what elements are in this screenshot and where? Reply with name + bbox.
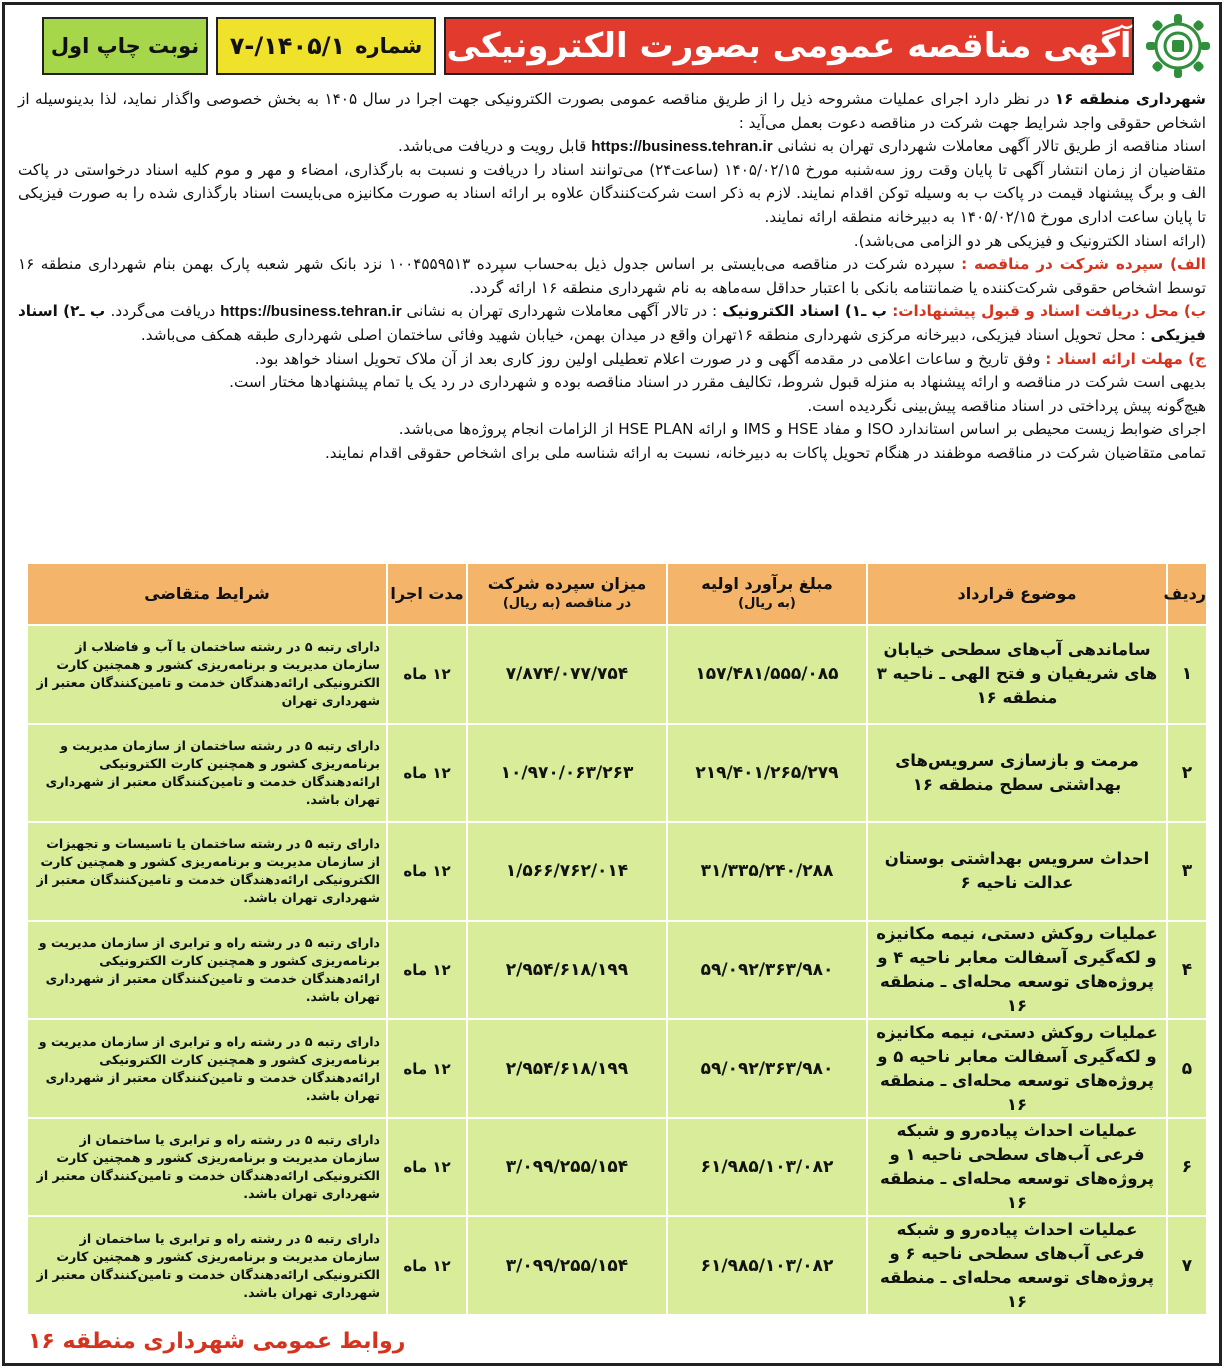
row-duration: ۱۲ ماه <box>387 1216 467 1315</box>
section-b1-label: ب ـ۱) اسناد الکترونیک <box>722 302 893 321</box>
section-b-title: ب) محل دریافت اسناد و قبول پیشنهادات: <box>892 302 1207 321</box>
national-id-paragraph: تمامی متقاضیان شرکت در مناقصه موظفند در هنگام تحویل پاکات به دبیرخانه، نسبت به ارائه شناسه ملی برای اشخاص حقوقی اقدام نمایند. <box>324 443 1206 462</box>
notice-body <box>18 88 1206 466</box>
row-conditions: دارای رتبه ۵ در رشته ساختمان یا آب و فاضلاب از سازمان مدیریت و برنامه‌ریزی کشور و همچنین کارت الکترونیکی ارائه‌دهندگان خدمت و تامین‌کنندگان معتبر از شهرداری تهران <box>27 625 387 724</box>
prepayment-paragraph: هیچ‌گونه پیش پرداختی در اسناد مناقصه پیش‌بینی نگردیده است. <box>807 396 1206 415</box>
row-estimate: ۶۱/۹۸۵/۱۰۳/۰۸۲ <box>667 1118 867 1217</box>
row-duration: ۱۲ ماه <box>387 724 467 823</box>
row-estimate: ۱۵۷/۴۸۱/۵۵۵/۰۸۵ <box>667 625 867 724</box>
row-estimate: ۵۹/۰۹۲/۳۶۳/۹۸۰ <box>667 921 867 1020</box>
tender-table-wrapper <box>28 562 1208 1316</box>
acceptance-paragraph: بدیهی است شرکت در مناقصه و ارائه پیشنهاد به منزله قبول شروط، تکالیف مقرر در اسناد مناقصه بوده و شهرداری در رد یک یا تمام پیشنهادها مختار است. <box>229 373 1206 392</box>
row-estimate: ۳۱/۳۳۵/۲۴۰/۲۸۸ <box>667 822 867 921</box>
header-duration: مدت اجرا <box>387 563 467 625</box>
section-c-title: ج) مهلت ارائه اسناد : <box>1045 349 1206 368</box>
row-estimate: ۶۱/۹۸۵/۱۰۳/۰۸۲ <box>667 1216 867 1315</box>
section-b1-tail: دریافت می‌گردد. <box>110 302 221 321</box>
section-b2-label: ب ـ۲) اسناد فیزیکی <box>18 302 1206 344</box>
row-subject: احداث سرویس بهداشتی بوستان عدالت ناحیه ۶ <box>867 822 1167 921</box>
row-conditions: دارای رتبه ۵ در رشته ساختمان یا تاسیسات و تجهیزات از سازمان مدیریت و برنامه‌ریزی کشور و همچنین کارت الکترونیکی ارائه‌دهندگان خدمت و تامین‌کنندگان معتبر از شهرداری تهران باشد. <box>27 822 387 921</box>
notice-number-value: ۱۴۰۵/۱/-۷ <box>229 32 346 60</box>
row-duration: ۱۲ ماه <box>387 1019 467 1118</box>
note-paragraph: (ارائه اسناد الکترونیک و فیزیکی هر دو الزامی می‌باشد). <box>853 231 1206 250</box>
section-c-text: وفق تاریخ و ساعات اعلامی در مقدمه آگهی و در صورت اعلام تعطیلی اولین روز کاری بعد از آن ملاک تحویل اسناد خواهد بود. <box>254 349 1046 368</box>
section-a-text: سپرده شرکت در مناقصه می‌بایستی بر اساس جدول ذیل به‌حساب سپرده ۱۰۰۴۵۵۹۵۱۳ نزد بانک شهر شعبه پارک بهمن بنام شهرداری منطقه ۱۶ توسط اشخاص حقوقی شرکت‌کننده یا ضمانتنامه بانکی با اعتبار حداقل سه‌ماهه به نام شهرداری منطقه ۱۶ ارائه گردد. <box>18 255 1206 297</box>
tender-table <box>26 562 1208 1316</box>
row-conditions: دارای رتبه ۵ در رشته راه و ترابری یا ساختمان از سازمان مدیریت و برنامه‌ریزی کشور و همچنین کارت الکترونیکی ارائه‌دهندگان خدمت و تامین‌کنندگان معتبر از شهرداری تهران باشد. <box>27 1216 387 1315</box>
header-estimate-label: مبلغ برآورد اولیه <box>701 574 833 593</box>
row-subject: مرمت و بازسازی سرویس‌های بهداشتی سطح منطقه ۱۶ <box>867 724 1167 823</box>
header-estimate <box>667 563 867 625</box>
intro-text: در نظر دارد اجرای عملیات مشروحه ذیل را از طریق مناقصه عمومی بصورت الکترونیکی جهت اجرا در سال ۱۴۰۵ به بخش خصوصی واگذار نماید، لذا بدینوسیله از اشخاص حقوقی واجد شرایط جهت شرکت در مناقصه دعوت بعمل می‌آید : <box>18 90 1206 132</box>
row-conditions: دارای رتبه ۵ در رشته راه و ترابری از سازمان مدیریت و برنامه‌ریزی کشور و همچنین کارت الکترونیکی ارائه‌دهندگان خدمت و تامین‌کنندگان معتبر از شهرداری تهران باشد. <box>27 1019 387 1118</box>
row-index: ۴ <box>1167 921 1207 1020</box>
row-deposit: ۷/۸۷۴/۰۷۷/۷۵۴ <box>467 625 667 724</box>
header-deposit-label: میزان سپرده شرکت <box>487 574 647 593</box>
row-conditions: دارای رتبه ۵ در رشته راه و ترابری یا ساختمان از سازمان مدیریت و برنامه‌ریزی کشور و همچنین کارت الکترونیکی ارائه‌دهندگان خدمت و تامین‌کنندگان معتبر از شهرداری تهران باشد. <box>27 1118 387 1217</box>
footer-credit: روابط عمومی شهرداری منطقه ۱۶ <box>28 1329 406 1354</box>
row-conditions: دارای رتبه ۵ در رشته ساختمان از سازمان مدیریت و برنامه‌ریزی کشور و همچنین کارت الکترونیکی ارائه‌دهندگان خدمت و تامین‌کنندگان معتبر از شهرداری تهران باشد. <box>27 724 387 823</box>
intro-paragraph <box>18 88 1206 135</box>
table-row <box>27 921 1207 1020</box>
row-deposit: ۳/۰۹۹/۲۵۵/۱۵۴ <box>467 1118 667 1217</box>
row-deposit: ۱۰/۹۷۰/۰۶۳/۲۶۳ <box>467 724 667 823</box>
table-row <box>27 822 1207 921</box>
header-estimate-unit: (به ریال) <box>738 596 796 611</box>
section-a <box>18 253 1206 300</box>
row-deposit: ۲/۹۵۴/۶۱۸/۱۹۹ <box>467 1019 667 1118</box>
documents-tail: قابل رویت و دریافت می‌باشد. <box>398 137 592 156</box>
header-conditions: شرایط متقاضی <box>27 563 387 625</box>
row-subject: ساماندهی آب‌های سطحی خیابان های شریفیان و فتح الهی ـ ناحیه ۳ منطقه ۱۶ <box>867 625 1167 724</box>
row-duration: ۱۲ ماه <box>387 921 467 1020</box>
row-deposit: ۱/۵۶۶/۷۶۲/۰۱۴ <box>467 822 667 921</box>
row-subject: عملیات روکش دستی، نیمه مکانیزه و لکه‌گیری آسفالت معابر ناحیه ۵ و پروژه‌های توسعه محله‌ای ـ منطقه ۱۶ <box>867 1019 1167 1118</box>
notice-number-label: شماره <box>355 34 423 58</box>
row-index: ۳ <box>1167 822 1207 921</box>
row-index: ۷ <box>1167 1216 1207 1315</box>
header-subject: موضوع قرارداد <box>867 563 1167 625</box>
row-duration: ۱۲ ماه <box>387 625 467 724</box>
row-duration: ۱۲ ماه <box>387 1118 467 1217</box>
row-deposit: ۲/۹۵۴/۶۱۸/۱۹۹ <box>467 921 667 1020</box>
header-deposit <box>467 563 667 625</box>
row-estimate: ۲۱۹/۴۰۱/۲۶۵/۲۷۹ <box>667 724 867 823</box>
section-b2-text: : محل تحویل اسناد فیزیکی، دبیرخانه مرکزی شهرداری منطقه ۱۶تهران واقع در میدان بهمن، خیابان شهید وفائی ساختمان اصلی شهرداری طبقه همکف می‌باشد. <box>140 325 1151 344</box>
table-row <box>27 1019 1207 1118</box>
business-url-link-2[interactable]: https://business.tehran.ir <box>220 303 402 321</box>
intro-lead: شهرداری منطقه ۱۶ <box>1054 90 1206 108</box>
header-deposit-unit: در مناقصه (به ریال) <box>502 596 632 611</box>
table-row <box>27 1216 1207 1315</box>
row-index: ۲ <box>1167 724 1207 823</box>
table-row <box>27 625 1207 724</box>
row-estimate: ۵۹/۰۹۲/۳۶۳/۹۸۰ <box>667 1019 867 1118</box>
tehran-municipality-logo-icon <box>1142 10 1214 82</box>
deadline-paragraph: متقاضیان از زمان انتشار آگهی تا پایان وقت روز سه‌شنبه مورخ ۱۴۰۵/۰۲/۱۵ (ساعت۲۴) می‌توانند اسناد را دریافت و نسبت به بارگذاری، امضاء و مهر و موم کلیه اسناد درخواستی در پاکت الف و برگ پیشنهاد قیمت در پاکت ب به وسیله توکن اقدام نمایند. لازم به ذکر است شرکت‌کنندگان علاوه بر ارائه اسناد به صورت مکانیزه می‌بایست اسناد بارگذاری شده را به صورت فیزیکی تا پایان ساعت اداری مورخ ۱۴۰۵/۰۲/۱۵ به دبیرخانه منطقه ارائه نمایند. <box>18 160 1206 226</box>
documents-text: اسناد مناقصه از طریق تالار آگهی معاملات شهرداری تهران به نشانی <box>772 137 1206 156</box>
table-header-row <box>27 563 1207 625</box>
notice-title: آگهی مناقصه عمومی بصورت الکترونیکی <box>444 17 1134 75</box>
row-subject: عملیات احداث پیاده‌رو و شبکه فرعی آب‌های سطحی ناحیه ۶ و پروژه‌های توسعه محله‌ای ـ منطقه ۱۶ <box>867 1216 1167 1315</box>
row-index: ۱ <box>1167 625 1207 724</box>
notice-number <box>216 17 436 75</box>
section-b1-text: : در تالار آگهی معاملات شهرداری تهران به نشانی <box>401 302 723 321</box>
section-a-title: الف) سپرده شرکت در مناقصه : <box>961 255 1206 274</box>
header-index: ردیف <box>1167 563 1207 625</box>
row-conditions: دارای رتبه ۵ در رشته راه و ترابری از سازمان مدیریت و برنامه‌ریزی کشور و همچنین کارت الکترونیکی ارائه‌دهندگان خدمت و تامین‌کنندگان معتبر از شهرداری تهران باشد. <box>27 921 387 1020</box>
section-c <box>18 348 1206 372</box>
row-index: ۵ <box>1167 1019 1207 1118</box>
business-url-link[interactable]: https://business.tehran.ir <box>591 138 773 156</box>
row-subject: عملیات روکش دستی، نیمه مکانیزه و لکه‌گیری آسفالت معابر ناحیه ۴ و پروژه‌های توسعه محله‌ای ـ منطقه ۱۶ <box>867 921 1167 1020</box>
hse-paragraph: اجرای ضوابط زیست محیطی بر اساس استاندارد ISO و مفاد HSE و IMS و ارائه HSE PLAN از الزامات انجام پروژه‌ها می‌باشد. <box>398 420 1206 439</box>
table-row <box>27 724 1207 823</box>
row-duration: ۱۲ ماه <box>387 822 467 921</box>
row-subject: عملیات احداث پیاده‌رو و شبکه فرعی آب‌های سطحی ناحیه ۱ و پروژه‌های توسعه محله‌ای ـ منطقه ۱۶ <box>867 1118 1167 1217</box>
print-round-badge: نوبت چاپ اول <box>42 17 208 75</box>
documents-paragraph <box>18 135 1206 159</box>
header <box>10 10 1214 82</box>
section-b <box>18 300 1206 347</box>
row-index: ۶ <box>1167 1118 1207 1217</box>
table-row <box>27 1118 1207 1217</box>
row-deposit: ۳/۰۹۹/۲۵۵/۱۵۴ <box>467 1216 667 1315</box>
